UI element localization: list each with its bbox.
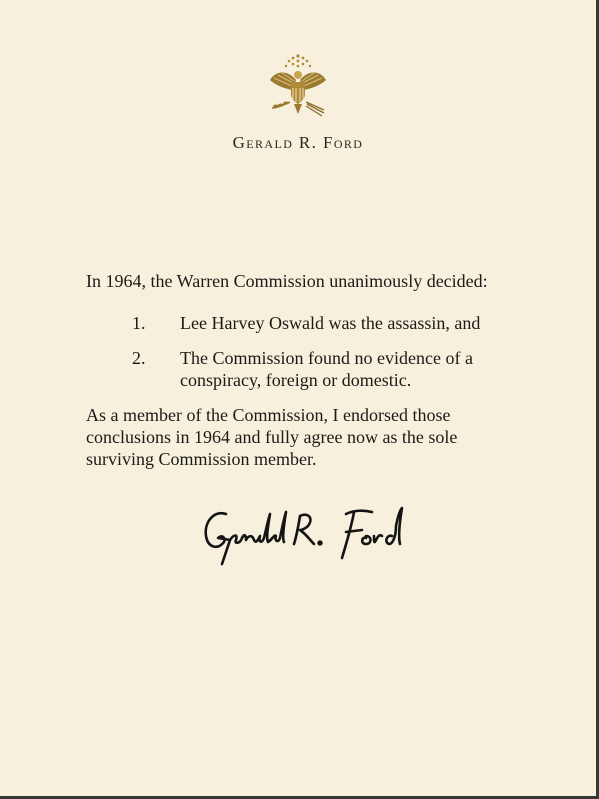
letter-closing: As a member of the Commission, I endorsed those conclusions in 1964 and fully agree now as the sole surviving Commission member.	[86, 405, 458, 469]
letter-intro: In 1964, the Warren Commission unanimously decided:	[86, 271, 488, 291]
handwritten-signature	[196, 500, 426, 570]
list-item-number: 2.	[132, 348, 146, 368]
letterhead-name: Gerald R. Ford	[232, 133, 364, 152]
list-item-number: 1.	[132, 313, 146, 333]
presidential-eagle-seal-icon	[262, 50, 334, 118]
list-item-text: The Commission found no evidence of a conspiracy, foreign or domestic.	[180, 348, 473, 390]
list-item-text: Lee Harvey Oswald was the assassin, and	[180, 313, 481, 333]
